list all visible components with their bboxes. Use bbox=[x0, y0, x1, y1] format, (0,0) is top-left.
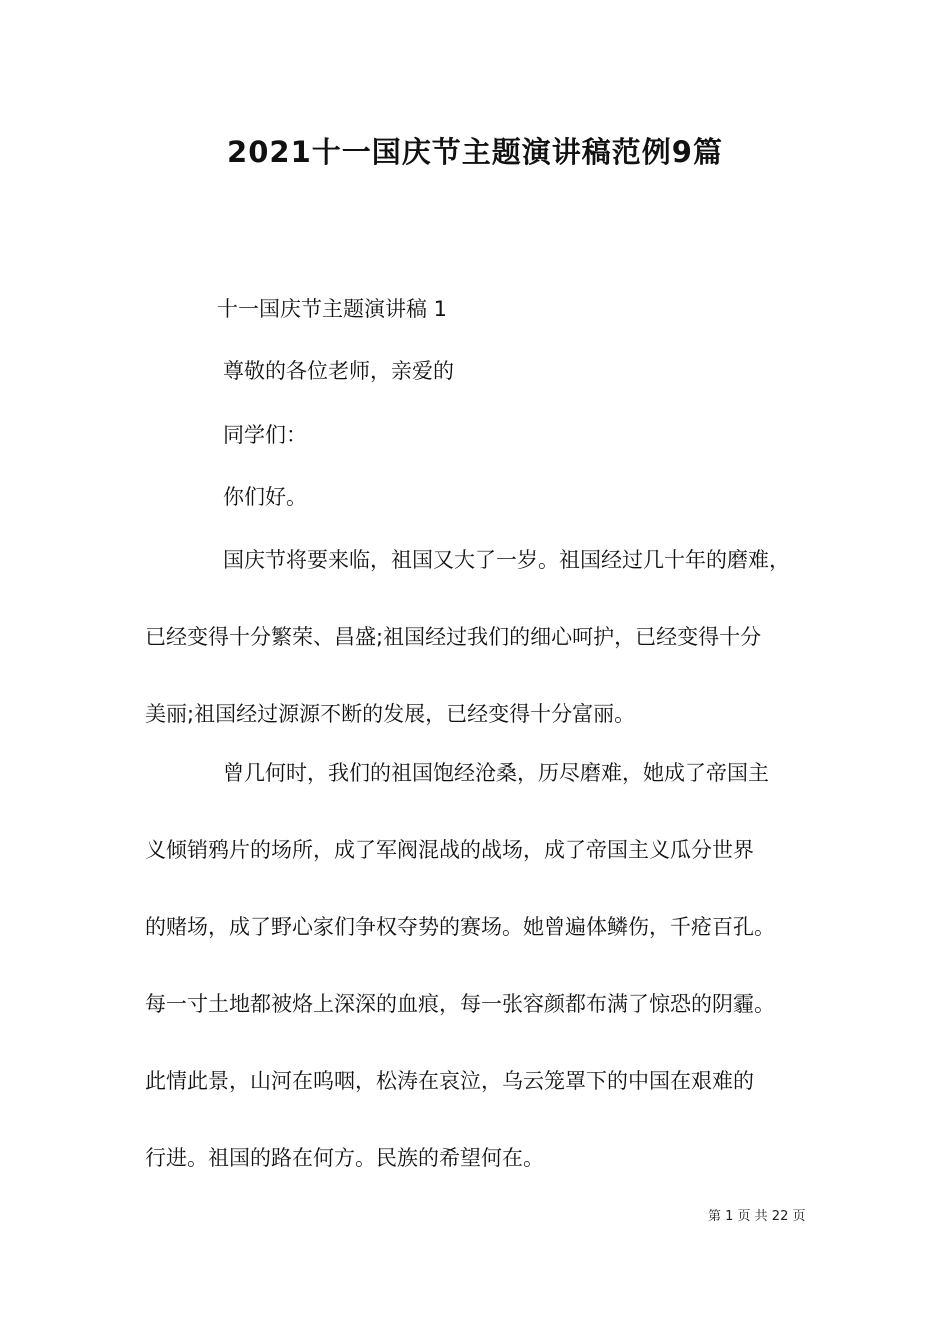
paragraph-line: 的赌场，成了野心家们争权夺势的赛场。她曾遍体鳞伤，千疮百孔。 bbox=[145, 915, 775, 939]
paragraph-line: 每一寸土地都被烙上深深的血痕，每一张容颜都布满了惊恐的阴霾。 bbox=[145, 992, 775, 1016]
paragraph-line: 义倾销鸦片的场所，成了军阀混战的战场，成了帝国主义瓜分世界 bbox=[145, 838, 754, 862]
section-heading: 十一国庆节主题演讲稿 1 bbox=[217, 297, 448, 321]
paragraph-line: 美丽;祖国经过源源不断的发展，已经变得十分富丽。 bbox=[145, 702, 636, 726]
page-number-footer: 第 1 页 共 22 页 bbox=[708, 1209, 806, 1224]
greeting: 你们好。 bbox=[223, 485, 307, 509]
salutation-line-1: 尊敬的各位老师，亲爱的 bbox=[223, 359, 454, 383]
paragraph-line: 此情此景，山河在呜咽，松涛在哀泣，乌云笼罩下的中国在艰难的 bbox=[145, 1069, 754, 1093]
paragraph-2 bbox=[145, 758, 825, 1220]
paragraph-line: 曾几何时，我们的祖国饱经沧桑，历尽磨难，她成了帝国主 bbox=[223, 761, 769, 785]
document-title: 2021十一国庆节主题演讲稿范例9篇 bbox=[227, 135, 723, 169]
paragraph-line: 行进。祖国的路在何方。民族的希望何在。 bbox=[145, 1146, 544, 1170]
paragraph-line: 国庆节将要来临，祖国又大了一岁。祖国经过几十年的磨难， bbox=[223, 548, 790, 572]
salutation-line-2: 同学们： bbox=[223, 423, 307, 447]
paragraph-line: 已经变得十分繁荣、昌盛;祖国经过我们的细心呵护，已经变得十分 bbox=[145, 625, 762, 649]
paragraph-1 bbox=[145, 545, 825, 776]
